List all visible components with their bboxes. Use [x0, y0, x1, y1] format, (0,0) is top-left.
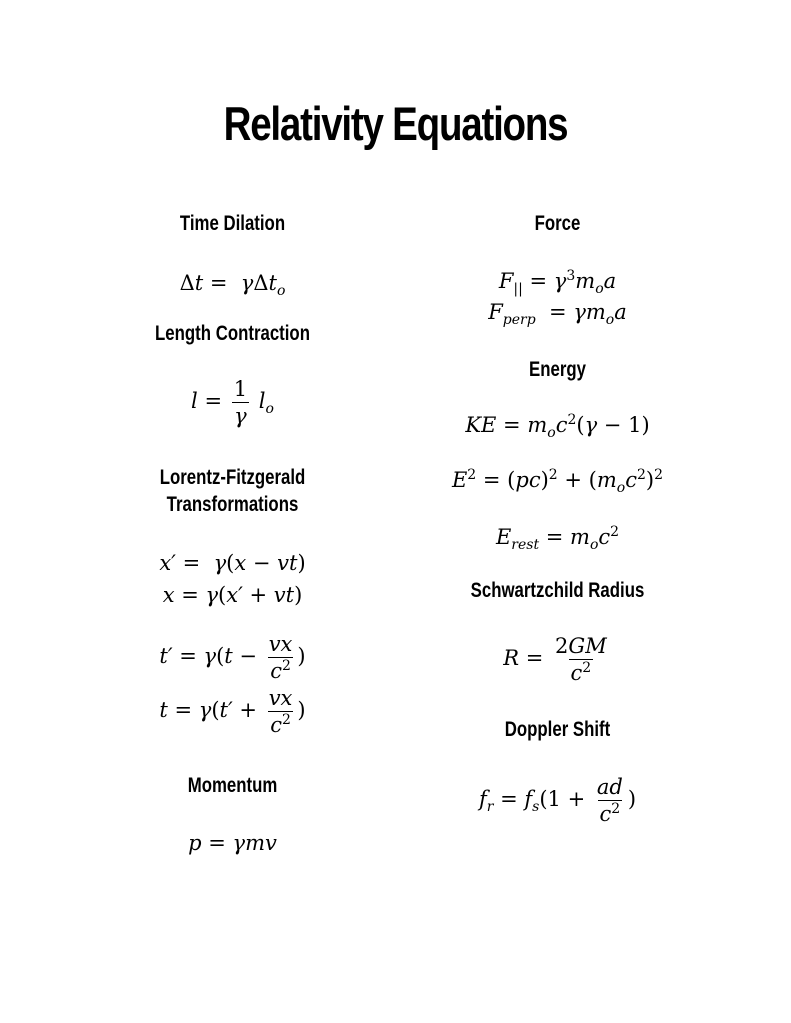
- eq-length-contraction: l = $\frac{1}{\gamma}$ $l_o$: [191, 377, 274, 428]
- eq-doppler: $f_r = f_s(1$ + $\frac{ad}{c^2}$ ): [478, 775, 637, 826]
- eq-force-parallel: $F_{||} = \gamma^3m_oa$: [498, 268, 617, 298]
- eq-energy-squared: $E^2 = (pc)^2 + (m_oc^2)^2$: [451, 467, 664, 497]
- eq-lorentz-t: t = γ(t′ + $\frac{vx}{c^2}$ ): [159, 686, 306, 737]
- heading-time-dilation: Time Dilation: [179, 212, 286, 235]
- page-title: Relativity Equations: [223, 97, 568, 150]
- eq-lorentz-x: x = γ(x′ + vt): [162, 583, 303, 607]
- eq-schwartzchild: R = $\frac{2GM}{c^2}$: [503, 634, 607, 685]
- eq-momentum: p = γmv: [188, 831, 277, 855]
- heading-schwartzchild: Schwartzchild Radius: [470, 579, 645, 602]
- eq-rest-energy: $E_{rest} = m_oc^2$: [495, 524, 620, 554]
- heading-lorentz-line2: Transformations: [166, 493, 299, 516]
- heading-lorentz-line1: Lorentz-Fitzgerald: [159, 466, 306, 489]
- eq-lorentz-x-prime: x′ = γ(x − vt): [159, 551, 306, 575]
- eq-kinetic-energy: KE = $m_oc^2(\gamma - 1)$: [465, 412, 650, 442]
- eq-lorentz-t-prime: t′ = γ(t − $\frac{vx}{c^2}$ ): [159, 632, 306, 683]
- heading-force: Force: [534, 212, 581, 235]
- heading-length-contraction: Length Contraction: [155, 322, 310, 345]
- eq-force-perp: $F_{perp} = \gamma m_oa$: [488, 300, 627, 329]
- heading-doppler: Doppler Shift: [504, 718, 611, 741]
- right-column: [360, 0, 755, 1023]
- heading-energy: Energy: [529, 358, 586, 381]
- eq-time-dilation: Δt = γΔt$_o$: [179, 271, 286, 300]
- heading-momentum: Momentum: [187, 774, 278, 797]
